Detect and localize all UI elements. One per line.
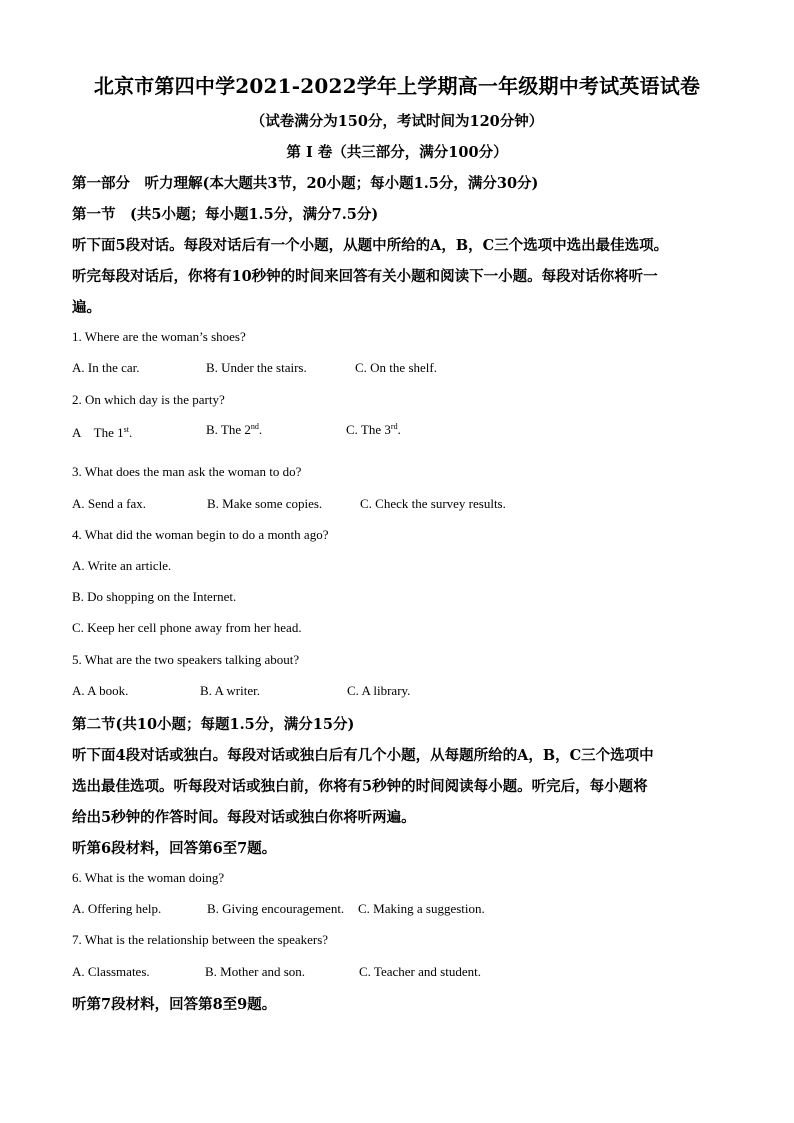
section2-instruction-line: 听下面4段对话或独白。每段对话或独白后有几个小题，从每题所给的A，B，C三个选项中 bbox=[72, 747, 654, 764]
section1-instruction-line: 遍。 bbox=[72, 299, 101, 316]
question-6-option-a: A. Offering help. bbox=[72, 901, 162, 916]
question-4-option-b: B. Do shopping on the Internet. bbox=[72, 589, 237, 604]
passage-7-heading: 听第7段材料，回答第8至9题。 bbox=[72, 996, 277, 1013]
question-2-option-b: B. The 2nd. bbox=[206, 422, 263, 437]
question-7-stem: 7. What is the relationship between the speakers? bbox=[72, 932, 329, 947]
question-2-stem: 2. On which day is the party? bbox=[72, 392, 225, 407]
question-4-stem: 4. What did the woman begin to do a month ago? bbox=[72, 527, 329, 542]
question-5-option-c: C. A library. bbox=[347, 683, 411, 698]
question-7-option-a: A. Classmates. bbox=[72, 964, 150, 979]
question-1-stem: 1. Where are the woman’s shoes? bbox=[72, 329, 246, 344]
volume-heading: 第 I 卷（共三部分，满分100分） bbox=[286, 144, 508, 161]
question-2-option-a: A The 1st. bbox=[72, 425, 133, 440]
question-7-option-b: B. Mother and son. bbox=[205, 964, 306, 979]
exam-title: 北京市第四中学2021-2022学年上学期高一年级期中考试英语试卷 bbox=[93, 74, 701, 98]
question-6-option-b: B. Giving encouragement. bbox=[207, 901, 345, 916]
section2-instruction-line: 选出最佳选项。听每段对话或独白前，你将有5秒钟的时间阅读每小题。听完后，每小题将 bbox=[72, 778, 648, 795]
question-3-option-b: B. Make some copies. bbox=[207, 496, 323, 511]
question-6-option-c: C. Making a suggestion. bbox=[358, 901, 485, 916]
section1-heading: 第一节 (共5小题；每小题1.5分，满分7.5分) bbox=[72, 206, 379, 223]
question-3-option-c: C. Check the survey results. bbox=[360, 496, 506, 511]
question-5-option-a: A. A book. bbox=[72, 683, 129, 698]
section2-heading: 第二节(共10小题；每题1.5分，满分15分) bbox=[72, 716, 355, 733]
question-7-option-c: C. Teacher and student. bbox=[359, 964, 481, 979]
question-3-option-a: A. Send a fax. bbox=[72, 496, 147, 511]
exam-subtitle: （试卷满分为150分，考试时间为120分钟） bbox=[250, 113, 544, 130]
section2-instruction-line: 给出5秒钟的作答时间。每段对话或独白你将听两遍。 bbox=[72, 809, 416, 826]
section1-instruction-line: 听完每段对话后，你将有10秒钟的时间来回答有关小题和阅读下一小题。每段对话你将听一 bbox=[72, 268, 658, 285]
question-4-option-c: C. Keep her cell phone away from her head. bbox=[72, 620, 302, 635]
question-6-stem: 6. What is the woman doing? bbox=[72, 870, 225, 885]
question-1-option-a: A. In the car. bbox=[72, 360, 140, 375]
question-3-stem: 3. What does the man ask the woman to do? bbox=[72, 464, 302, 479]
question-5-stem: 5. What are the two speakers talking about? bbox=[72, 652, 300, 667]
part1-heading: 第一部分 听力理解(本大题共3节，20小题；每小题1.5分，满分30分) bbox=[72, 175, 539, 192]
question-1-option-b: B. Under the stairs. bbox=[206, 360, 307, 375]
question-5-option-b: B. A writer. bbox=[200, 683, 260, 698]
section1-instruction-line: 听下面5段对话。每段对话后有一个小题，从题中所给的A，B，C三个选项中选出最佳选项。 bbox=[72, 237, 669, 254]
question-1-option-c: C. On the shelf. bbox=[355, 360, 437, 375]
question-2-option-c: C. The 3rd. bbox=[346, 422, 401, 437]
passage-6-heading: 听第6段材料，回答第6至7题。 bbox=[72, 840, 277, 857]
question-4-option-a: A. Write an article. bbox=[72, 558, 172, 573]
